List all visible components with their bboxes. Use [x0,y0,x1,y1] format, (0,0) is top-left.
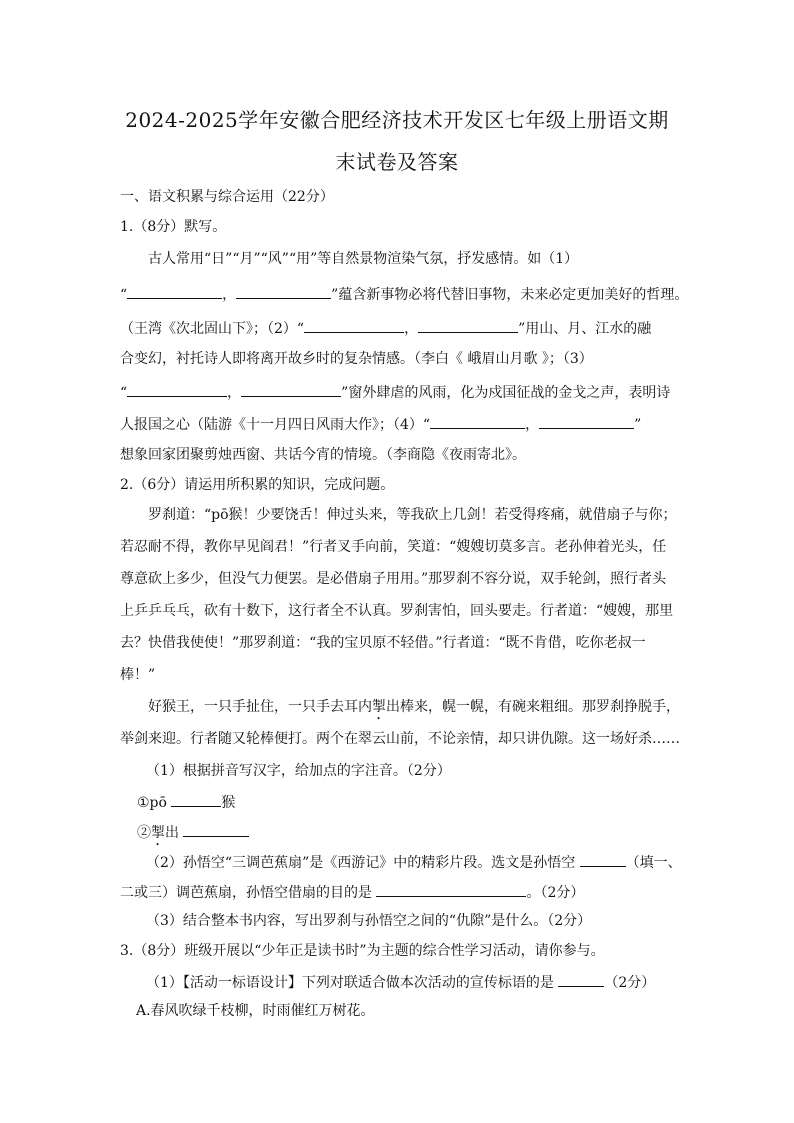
answer-blank[interactable] [418,318,518,333]
pinyin-prompt: ①pō [137,795,172,811]
q2-passage-line6: 棒！” [120,667,156,683]
q1-text-line1: 古人常用“日”“月”“风”“用”等自然景物渲染气氛，抒发感情。如（1） [148,251,579,267]
subquestion-text: （2）孙悟空“三调芭蕉扇”是《西游记》中的精彩片段。选文是孙悟空 [146,855,580,871]
q1-text-rest: ”蕴含新事物必将代替旧事物，未来必定更加美好的哲理。 [331,287,689,303]
q2-passage-line8: 举剑来迎。行者随又轮棒便打。两个在翠云山前，不论亲情，却只讲仇隙。这一场好杀…… [120,731,680,747]
q1-text-line2 [120,284,689,304]
dotted-character: 掣 [372,699,386,715]
answer-blank[interactable] [236,284,331,299]
q1-quote-open: “ [120,385,128,401]
question-1-heading: 1.（8分）默写。 [120,219,227,235]
q2-subquestion-2 [146,852,680,872]
q2-passage-line3: 尊意砍上多少，但没气力便罢。是必借扇子用用。”那罗刹不容分说，双手轮剑，照行者头 [120,571,667,587]
q1-text-line7: 想象回家团聚剪烛西窗、共话今宵的情境。（李商隐《夜雨寄北》。 [120,447,526,463]
subquestion-text: 。（2分） [526,885,585,901]
q1-quote-open: “ [120,287,128,303]
q2-passage-line4: 上乒乒乓乓，砍有十数下，这行者全不认真。罗刹害怕，回头要走。行者道：“嫂嫂，那里 [120,603,674,619]
subquestion-text: （填一、 [625,855,682,871]
subquestion-text: （2分） [604,975,656,991]
passage-text: 好猴王，一只手扯住，一只手去耳内 [148,699,372,715]
q3-option-a: A.春风吹绿千枝柳，时雨催红万树花。 [136,1003,375,1019]
subquestion-text: （1）【活动一标语设计】下列对联适合做本次活动的宣传标语的是 [146,975,559,991]
passage-text: 出棒来，幌一幌，有碗来粗细。那罗刹挣脱手， [386,699,680,715]
q1-text-line4: 合变幻，衬托诗人即将离开故乡时的复杂情感。（李白《 峨眉山月歌 》；（3） [120,351,593,367]
q2-passage-line2: 若忍耐不得，教你早见阎君！”行者叉手向前，笑道：“嫂嫂切莫多言。老孙伸着光头，任 [120,539,667,555]
page-title-line1: 2024-2025学年安徽合肥经济技术开发区七年级上册语文期 [125,108,669,132]
question-3-heading: 3.（8分）班级开展以“少年正是读书时”为主题的综合性学习活动，请你参与。 [120,943,605,959]
q3-subquestion-1 [146,972,680,992]
answer-number: ② [137,825,151,841]
page-title-line2: 末试卷及答案 [335,150,459,174]
answer-blank[interactable] [127,284,222,299]
q1-text-rest: ”窗外肆虐的风雨，化为戍国征战的金戈之声，表明诗 [341,385,671,401]
q1-comma: ， [227,385,242,401]
q1-text-rest: ”用山、月、江水的融 [518,321,652,337]
q1-comma: ， [404,321,419,337]
answer-prefix: 出 [165,825,184,841]
dotted-character: 掣 [151,825,165,841]
answer-blank[interactable] [304,318,404,333]
q1-comma: ， [222,287,237,303]
answer-blank[interactable] [241,382,341,397]
answer-suffix: 猴 [221,795,236,811]
q2-answer-2 [137,822,697,849]
q2-answer-1 [137,792,697,812]
q2-passage-line1: 罗刹道：“pō猴！少要饶舌！伸过头来，等我砍上几剑！若受得疼痛，就借扇子与你； [148,507,677,523]
q2-passage-line5: 去？快借我使使！”那罗刹道：“我的宝贝原不轻借。”行者道：“既不肯借，吃你老叔一 [120,635,646,651]
q2-passage-line7 [148,698,680,723]
q1-text-line6 [120,414,680,434]
q1-citation: （王湾《次北固山下》；（2）“ [120,321,305,337]
q1-text-line3 [120,318,680,338]
answer-blank[interactable] [127,382,227,397]
question-2-heading: 2.（6分）请运用所积累的知识，完成问题。 [120,477,395,493]
answer-blank[interactable] [376,882,526,897]
answer-blank[interactable] [430,414,525,429]
answer-blank[interactable] [539,414,634,429]
q2-subquestion-2-cont [120,882,680,902]
q2-subquestion-1: （1）根据拼音写汉字，给加点的字注音。（2分） [146,763,451,779]
answer-blank[interactable] [558,972,604,987]
subquestion-text: 二或三）调芭蕉扇，孙悟空借扇的目的是 [120,885,377,901]
section-heading: 一、语文积累与综合运用（22分） [120,189,334,205]
q1-quote-close: ” [634,417,642,433]
answer-blank[interactable] [580,852,626,867]
answer-blank[interactable] [171,792,221,807]
q2-subquestion-3: （3）结合整本书内容，写出罗刹与孙悟空之间的“仇隙”是什么。（2分） [146,913,592,929]
answer-blank[interactable] [183,822,249,837]
q1-text-line5 [120,382,680,402]
q1-comma: ， [525,417,540,433]
q1-citation: 人报国之心（陆游《十一月四日风雨大作》；（4）“ [120,417,431,433]
